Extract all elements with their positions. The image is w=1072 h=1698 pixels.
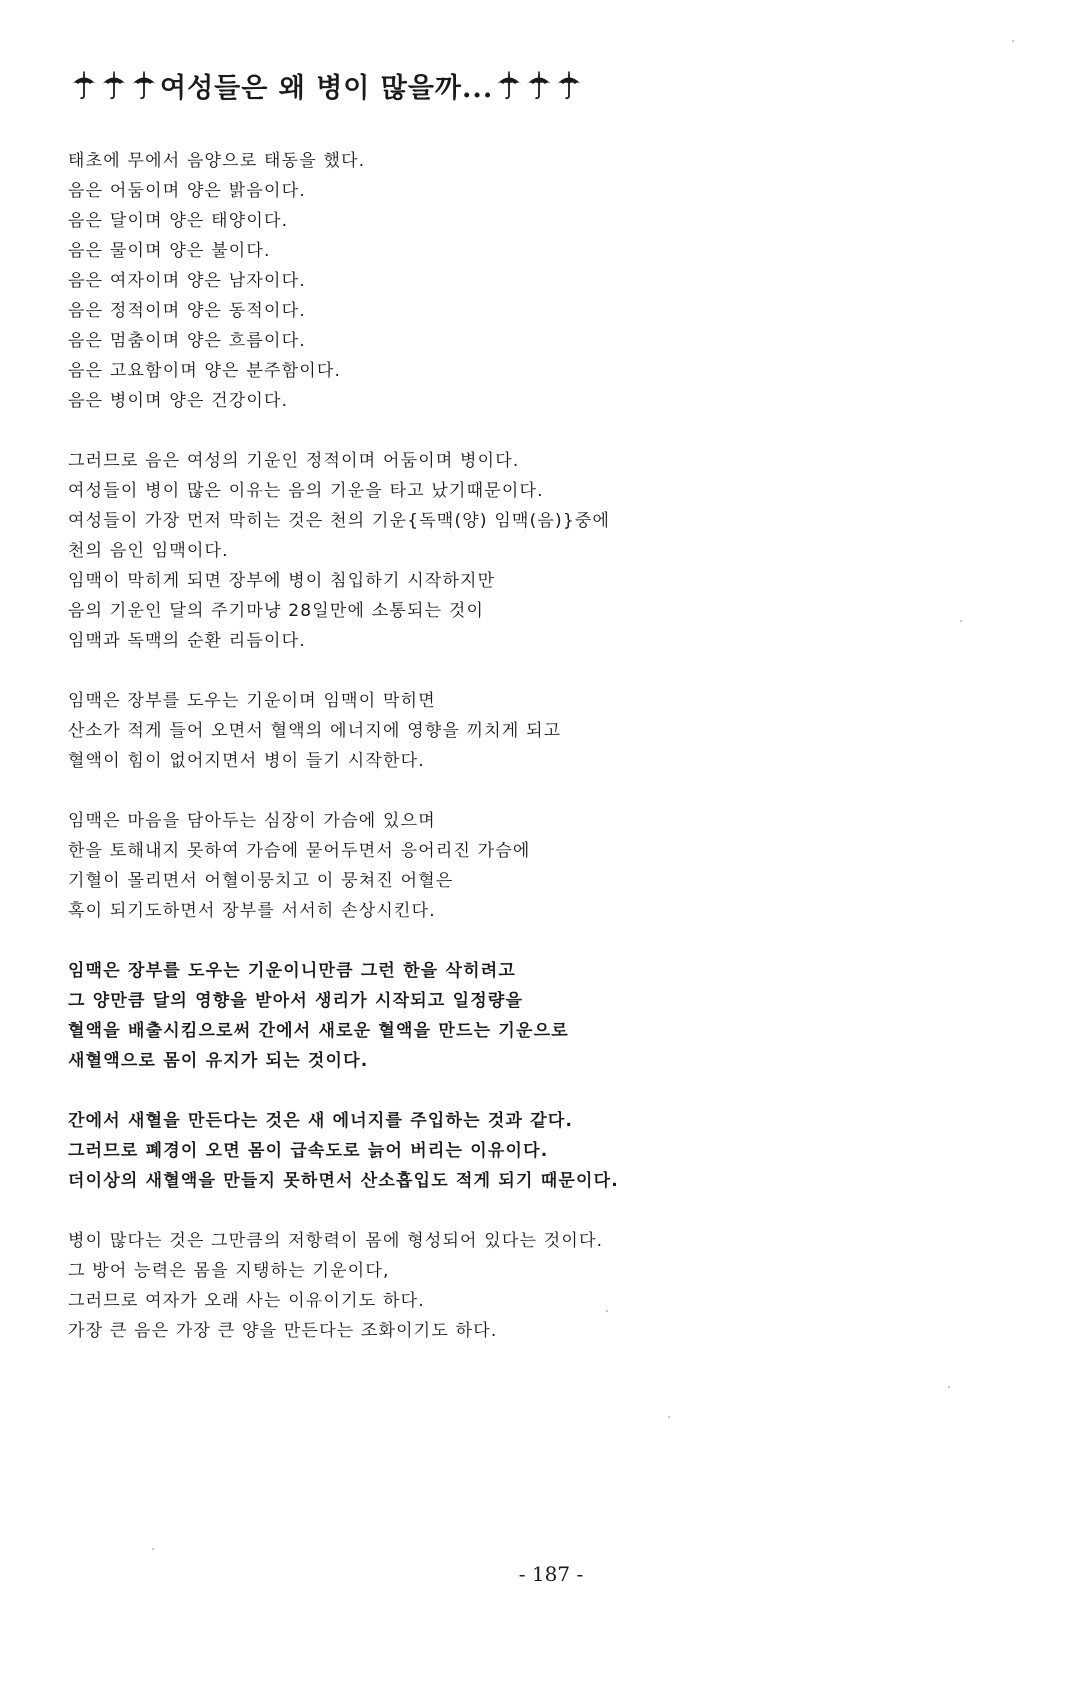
text-line: 그러므로 여자가 오래 사는 이유이기도 하다. — [68, 1291, 425, 1311]
text-line: 그 양만큼 달의 영향을 받아서 생리가 시작되고 일정량을 — [68, 991, 524, 1011]
body-text — [68, 146, 1028, 1376]
umbrella-icon — [70, 71, 98, 101]
text-line: 여성들이 병이 많은 이유는 음의 기운을 타고 났기때문이다. — [68, 481, 544, 501]
text-line: 여성들이 가장 먼저 막히는 것은 천의 기운{독맥(양) 임맥(음)}중에 — [68, 511, 611, 531]
text-line: 음은 병이며 양은 건강이다. — [68, 391, 289, 411]
text-line: 병이 많다는 것은 그만큼의 저항력이 몸에 형성되어 있다는 것이다. — [68, 1231, 604, 1251]
umbrella-icon — [495, 71, 523, 101]
umbrella-icon — [100, 71, 128, 101]
text-line: 임맥은 마음을 담아두는 심장이 가슴에 있으며 — [68, 811, 436, 831]
text-line: 혈액을 배출시킴으로써 간에서 새로운 혈액을 만드는 기운으로 — [68, 1021, 569, 1041]
text-line: 그러므로 음은 여성의 기운인 정적이며 어둠이며 병이다. — [68, 451, 520, 471]
text-line: 음은 고요함이며 양은 분주함이다. — [68, 361, 342, 381]
text-line: 기혈이 몰리면서 어혈이뭉치고 이 뭉쳐진 어혈은 — [68, 871, 454, 891]
umbrella-icon — [525, 71, 553, 101]
text-line: 음은 물이며 양은 불이다. — [68, 241, 271, 261]
text-line: 더이상의 새혈액을 만들지 못하면서 산소흡입도 적게 되기 때문이다. — [68, 1171, 619, 1191]
text-line: 음은 정적이며 양은 동적이다. — [68, 301, 306, 321]
text-line: 그러므로 폐경이 오면 몸이 급속도로 늙어 버리는 이유이다. — [68, 1141, 549, 1161]
text-line: 임맥은 장부를 도우는 기운이며 임맥이 막히면 — [68, 691, 436, 711]
text-line: 그 방어 능력은 몸을 지탱하는 기운이다, — [68, 1261, 390, 1281]
text-line: 산소가 적게 들어 오면서 혈액의 에너지에 영향을 끼치게 되고 — [68, 721, 562, 741]
text-line: 천의 음인 임맥이다. — [68, 541, 229, 561]
scan-speck — [960, 620, 962, 622]
text-line: 혹이 되기도하면서 장부를 서서히 손상시킨다. — [68, 901, 436, 921]
umbrella-icon — [130, 71, 158, 101]
text-line: 태초에 무에서 음양으로 태동을 했다. — [68, 151, 366, 171]
text-line: 가장 큰 음은 가장 큰 양을 만든다는 조화이기도 하다. — [68, 1321, 498, 1341]
umbrella-icons-right — [495, 71, 583, 101]
paragraph-yin-yang — [68, 146, 1028, 416]
paragraph-women-illness — [68, 446, 1028, 656]
umbrella-icons-left — [70, 71, 158, 101]
text-line: 한을 토해내지 못하여 가슴에 묻어두면서 응어리진 가슴에 — [68, 841, 531, 861]
scan-speck — [152, 1548, 154, 1550]
title-text: 여성들은 왜 병이 많을까... — [160, 73, 494, 104]
paragraph-imaek-heart — [68, 806, 1028, 926]
text-line: 새혈액으로 몸이 유지가 되는 것이다. — [68, 1051, 369, 1071]
text-line: 임맥이 막히게 되면 장부에 병이 침입하기 시작하지만 — [68, 571, 496, 591]
umbrella-icon — [555, 71, 583, 101]
text-line: 임맥과 독맥의 순환 리듬이다. — [68, 631, 306, 651]
text-line: 음의 기운인 달의 주기마냥 28일만에 소통되는 것이 — [68, 601, 485, 621]
page-title — [70, 66, 583, 105]
text-line: 음은 어둠이며 양은 밝음이다. — [68, 181, 306, 201]
scan-speck — [668, 1416, 670, 1418]
text-line: 음은 여자이며 양은 남자이다. — [68, 271, 306, 291]
paragraph-imaek-oxygen — [68, 686, 1028, 776]
text-line: 임맥은 장부를 도우는 기운이니만큼 그런 한을 삭히려고 — [68, 961, 517, 981]
scan-speck — [948, 1386, 950, 1388]
text-line: 음은 멈춤이며 양은 흐름이다. — [68, 331, 306, 351]
text-line: 혈액이 힘이 없어지면서 병이 들기 시작한다. — [68, 751, 425, 771]
page-number: - 187 - — [518, 1562, 584, 1586]
paragraph-new-blood — [68, 956, 1028, 1076]
scan-speck — [1012, 40, 1014, 42]
text-line: 간에서 새혈을 만든다는 것은 새 에너지를 주입하는 것과 같다. — [68, 1111, 574, 1131]
scan-speck — [606, 1310, 608, 1312]
text-line: 음은 달이며 양은 태양이다. — [68, 211, 289, 231]
paragraph-resistance — [68, 1226, 1028, 1346]
paragraph-menopause — [68, 1106, 1028, 1196]
